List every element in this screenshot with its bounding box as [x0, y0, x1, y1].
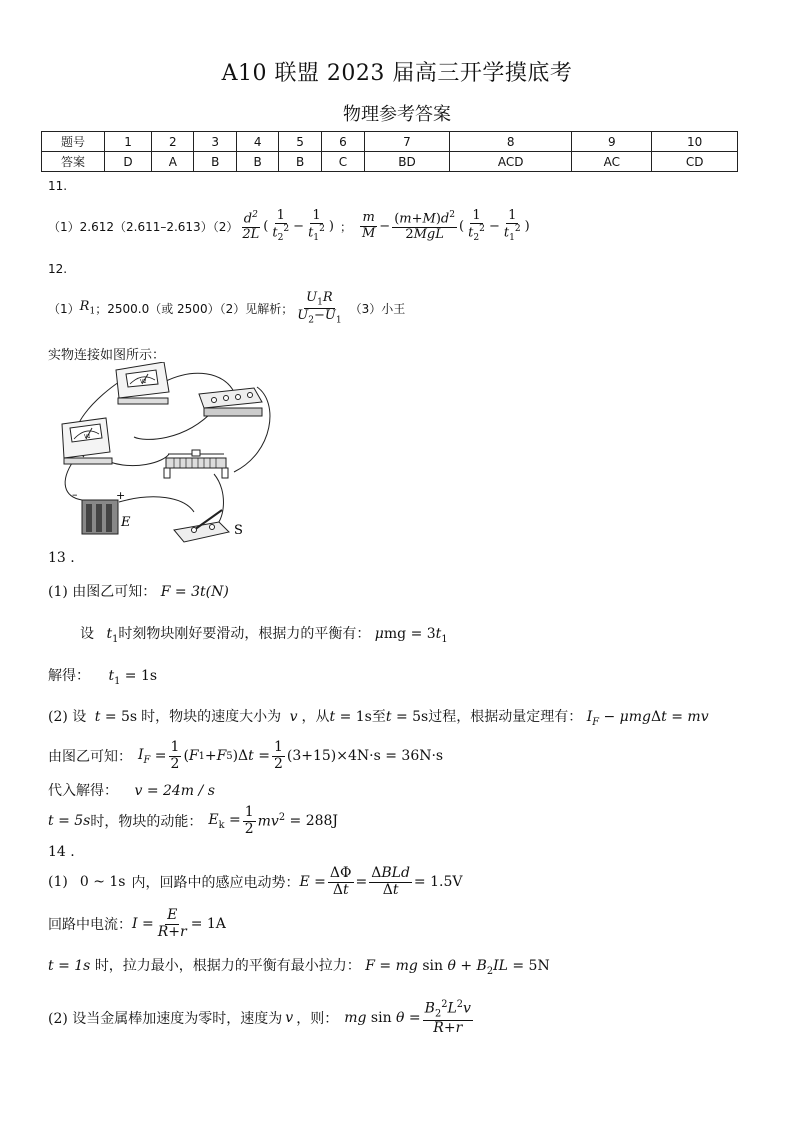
row-label-number: 题号 [42, 132, 105, 152]
table-cell: 4 [236, 132, 278, 152]
answer-table [41, 131, 738, 172]
q14-l4-a: (2) 设当金属棒加速度为零时，速度为 [48, 1011, 283, 1027]
q13-line4: (2) 设 t = 5s 时，物块的速度大小为 v ，从t = 1s至t = 5s过程，根据动量定理有： $I_F - \mu mg\Delta t$ = mv [48, 709, 709, 728]
q11-label: 11. [48, 179, 68, 193]
resistance-box-icon [199, 388, 262, 416]
table-cell: BD [365, 152, 450, 172]
table-cell: AC [572, 152, 652, 172]
q12-part3: （3）小王 [349, 301, 406, 316]
q12-label: 12. [48, 262, 68, 276]
q14-line3: t = 1s 时，拉力最小，根据力的平衡有最小拉力： F = mg $\sin \theta + B_2IL = 5N$ [48, 958, 550, 977]
row-label-answer: 答案 [42, 152, 105, 172]
q14-label: 14 . [48, 844, 75, 860]
q11-formula-1: $\frac{d^2}{2L}$ ( $\frac{1}{t_2^2}$ − $\frac{1}{t_1^2}$ ) [242, 207, 334, 244]
table-cell: 5 [279, 132, 321, 152]
q13-l5-text: 由图乙可知： [48, 749, 132, 765]
voltmeter-v1-icon [62, 418, 112, 464]
wire [104, 454, 169, 466]
q12-answer [48, 286, 405, 330]
q11-answer [48, 203, 530, 249]
wire [119, 497, 194, 512]
wire [164, 373, 234, 392]
q12-part1-prefix: （1） [48, 301, 80, 316]
q14-l2-end: = 1A [190, 916, 226, 932]
q13-l4-a: (2) 设 [48, 709, 87, 725]
q13-l3-text: 解得： [48, 668, 90, 684]
q14-l1-end: = 1.5V [413, 874, 463, 890]
table-cell: B [194, 152, 236, 172]
page-subtitle: 物理参考答案 [343, 104, 451, 125]
wire [134, 410, 214, 439]
q13-l2-text: 设 [80, 626, 94, 642]
rheostat-icon [164, 450, 228, 478]
q13-line1 [48, 581, 229, 601]
q14-line2: 回路中电流： I = $\frac{E}{R+r}$ = 1A [48, 907, 226, 940]
table-cell: A [152, 152, 194, 172]
table-cell: 6 [321, 132, 364, 152]
table-cell: D [105, 152, 152, 172]
q13-line5: 由图乙可知： $I_F$ = $\frac{1}{2}$ ( F 1 + F 5 )Δ t = $\frac{1}{2}$ (3+15)×4N·s = 36N·s [48, 739, 444, 772]
svg-text:V1: V1 [84, 434, 91, 440]
q14-line4: (2) 设当金属棒加速度为零时，速度为 v ，则： mg sin θ = $\frac{B_2^2L^2v}{R+r}$ [48, 998, 471, 1036]
q12-r1: $R_1$ [79, 299, 96, 317]
table-cell: 8 [449, 132, 571, 152]
table-row-answers [42, 152, 738, 172]
q13-l6-eq: v = 24m / s [134, 783, 215, 799]
q13-l4-b: 时，物块的速度大小为 [141, 709, 282, 725]
table-cell: B [236, 152, 278, 172]
q14-l1-a: (1) [48, 874, 68, 890]
q13-l1-text: (1) 由图乙可知： [48, 584, 157, 600]
figure-caption: 实物连接如图所示： [48, 348, 166, 363]
q11-separator: ； [339, 219, 352, 234]
q14-l3-b: 时，拉力最小，根据力的平衡有最小拉力： [94, 958, 361, 974]
q13-l2-mid: 时刻物块刚好要滑动，根据力的平衡有： [118, 626, 371, 642]
table-cell: C [321, 152, 364, 172]
battery-icon [72, 488, 131, 534]
q14-line1: (1) 0 ~ 1s 内，回路中的感应电动势： E = $\frac{\Delta\Phi}{\Delta t}$ = $\frac{\text{ΔBLd}}{\Delta t}$ = 1.5V [48, 865, 463, 898]
table-cell: CD [652, 152, 738, 172]
table-cell: B [279, 152, 321, 172]
q12-part1-rest: ；2500.0（或 2500）（2）见解析； [95, 301, 294, 316]
q13-line2: 设 $t_1$时刻物块刚好要滑动，根据力的平衡有： $\mu mg = 3t_1$ [80, 626, 448, 645]
q13-l7-a: t = 5s [48, 813, 91, 829]
table-cell: 9 [572, 132, 652, 152]
q14-l3-a: t = 1s [48, 958, 91, 974]
battery-minus-label: – [72, 488, 78, 501]
svg-text:V2: V2 [140, 379, 147, 385]
q13-line3: 解得： $t_1 = 1s$ [48, 668, 158, 687]
q12-formula: $\frac{U_1R}{U_2-U_1}$ [297, 289, 342, 326]
battery-plus-label: + [116, 489, 126, 502]
q13-l4-d: 至 [371, 709, 386, 725]
q13-l7-b: 时，物块的动能： [90, 814, 203, 830]
q14-l2-a: 回路中电流： [48, 917, 132, 933]
table-row-numbers [42, 132, 738, 152]
q13-l7-eq: = 288J [289, 813, 339, 829]
wire [214, 474, 223, 527]
q14-l1-c: 内，回路中的感应电动势： [131, 875, 300, 891]
switch-s-label: S [234, 523, 243, 538]
q11-part1: （1）2.612（2.611–2.613）（2） [48, 219, 239, 234]
q14-l1-b: 0 ~ 1s [79, 874, 126, 890]
table-cell: 7 [365, 132, 450, 152]
page-title: A10 联盟 2023 届高三开学摸底考 [221, 61, 573, 86]
q13-line7: t = 5s 时，物块的动能： $E_k$ = $\frac{1}{2}$ $mv^2$ = 288J [48, 804, 339, 837]
battery-e-label: E [121, 515, 131, 530]
q14-l4-b: ，则： [296, 1011, 339, 1027]
q13-l1-eq: F = 3t(N) [160, 584, 229, 600]
table-cell: 2 [152, 132, 194, 152]
table-cell: 1 [105, 132, 152, 152]
switch-icon [174, 510, 243, 542]
table-cell: 10 [652, 132, 738, 152]
q13-l4-e: 过程，根据动量定理有： [428, 709, 583, 725]
circuit-figure [44, 362, 274, 547]
voltmeter-v2-icon [116, 362, 169, 404]
q13-l4-c: ，从 [301, 709, 330, 725]
q13-label: 13 . [48, 550, 75, 566]
q13-line6 [48, 780, 215, 800]
table-cell: 3 [194, 132, 236, 152]
q11-formula-2: $\frac{m}{M}$ − $\frac{(m+M)d^2}{\text{2MgL}}$ ( $\frac{1}{t_2^2}$ − $\frac{1}{t_1^2}$ ) [361, 207, 530, 244]
table-cell: ACD [449, 152, 571, 172]
q13-l6-text: 代入解得： [48, 783, 118, 799]
